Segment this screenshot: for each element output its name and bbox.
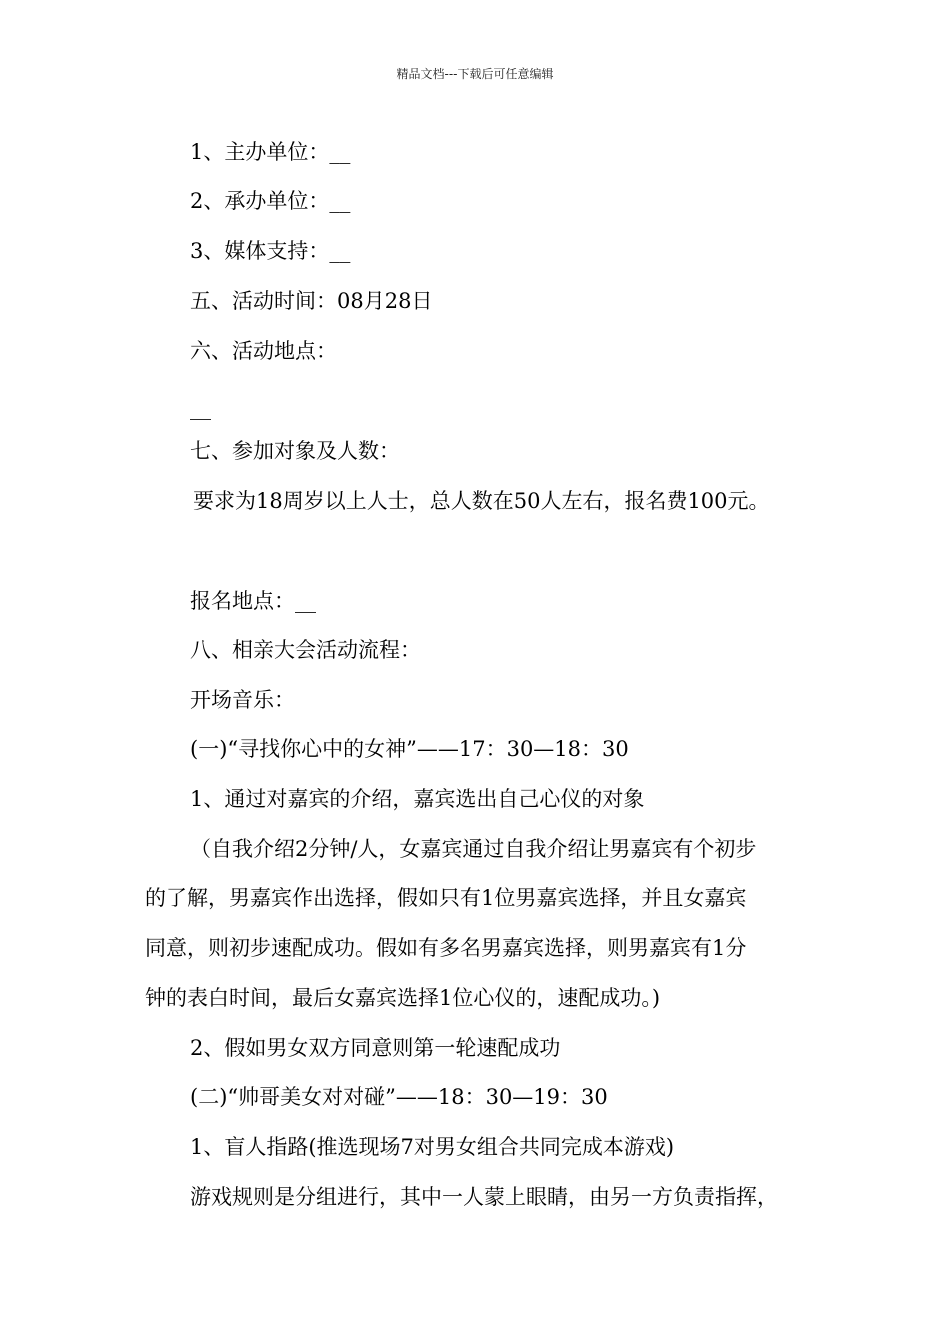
event-location-heading: 六、活动地点： [190, 339, 337, 363]
game-rules-line: 游戏规则是分组进行，其中一人蒙上眼睛，由另一方负责指挥， [190, 1185, 778, 1209]
participants-requirement: 要求为18周岁以上人士，总人数在50人左右，报名费100元。 [193, 489, 770, 513]
section-one-item-2: 2、假如男女双方同意则第一轮速配成功 [190, 1036, 561, 1060]
registration-location: 报名地点：__ [190, 589, 316, 613]
organizer-line: 1、主办单位：__ [190, 140, 351, 164]
section-one-note-line-1: （自我介绍2分钟/人，女嘉宾通过自我介绍让男嘉宾有个初步 [190, 837, 757, 861]
section-two-title: (二)“帅哥美女对对碰”——18：30—19：30 [190, 1085, 608, 1109]
section-one-note-line-4: 钟的表白时间，最后女嘉宾选择1位心仪的，速配成功。) [145, 986, 661, 1010]
opening-music: 开场音乐： [190, 688, 295, 712]
participants-heading: 七、参加对象及人数： [190, 439, 400, 463]
event-location-blank: __ [190, 396, 211, 420]
section-two-item-1: 1、盲人指路(推选现场7对男女组合共同完成本游戏) [190, 1135, 675, 1159]
section-one-note-line-2: 的了解，男嘉宾作出选择，假如只有1位男嘉宾选择，并且女嘉宾 [145, 886, 747, 910]
co-organizer-line: 2、承办单位：__ [190, 189, 351, 213]
media-support-line: 3、媒体支持：__ [190, 239, 351, 263]
event-process-heading: 八、相亲大会活动流程： [190, 638, 421, 662]
section-one-item-1: 1、通过对嘉宾的介绍，嘉宾选出自己心仪的对象 [190, 787, 645, 811]
page-header: 精品文档---下载后可任意编辑 [396, 67, 554, 81]
section-one-note-line-3: 同意，则初步速配成功。假如有多名男嘉宾选择，则男嘉宾有1分 [145, 936, 747, 960]
event-time-heading: 五、活动时间：08月28日 [190, 289, 433, 313]
section-one-title: (一)“寻找你心中的女神”——17：30—18：30 [190, 737, 629, 761]
